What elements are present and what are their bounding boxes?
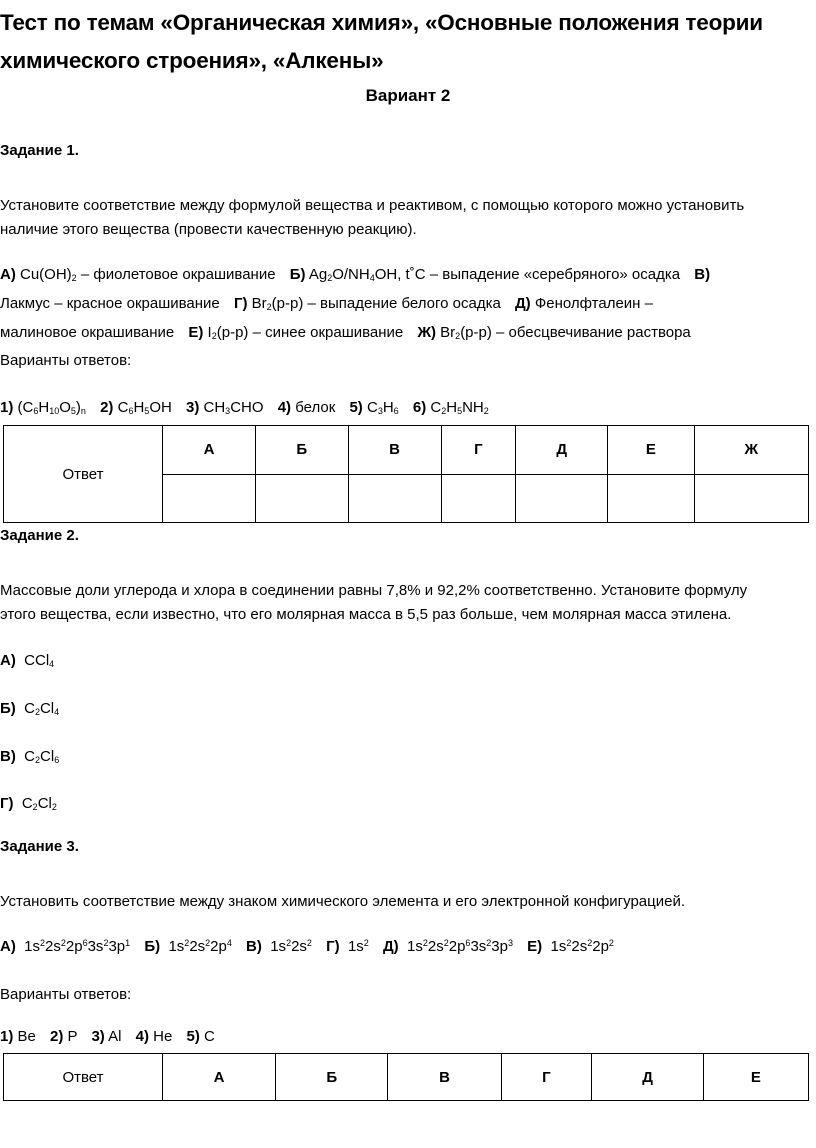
task3-header-g: Г: [501, 1054, 592, 1101]
task3-answer-variants: 1) Be 2) P 3) Al 4) He 5) C: [0, 1028, 215, 1045]
task2-heading: Задание 2.: [0, 527, 79, 544]
task1-header-zh: Ж: [694, 426, 808, 475]
task2-option-a: А) CCl$_4$: [0, 652, 55, 669]
task1-header-e: Е: [608, 426, 695, 475]
task3-options: А) $1s^22s^22p^63s^23p^1$ Б) $1s^22s^22p^4$ В) $1s^22s^2$ Г) $1s^2$ Д) $1s^22s^22p^63s^23p^3$ Е) $1s^22s^22p^2$: [0, 938, 614, 955]
task3-header-v: В: [388, 1054, 501, 1101]
task3-header-d: Д: [592, 1054, 704, 1101]
task1-answer-cell[interactable]: [441, 474, 516, 523]
task1-options-line2: Лакмус – красное окрашивание Г) $Br_2(р-р)$ – выпадение белого осадка Д) Фенолфталеин –: [0, 295, 653, 312]
task2-option-b: Б) $C_2Cl_4$: [0, 700, 60, 717]
task1-header-a: А: [163, 426, 256, 475]
task1-answer-cell[interactable]: [516, 474, 608, 523]
task2-text-line1: Массовые доли углерода и хлора в соединении равны 7,8% и 92,2% соответственно. Установите формулу: [0, 582, 748, 599]
task1-options-line3: малиновое окрашивание Е) $I_2(р-р)$ – синее окрашивание Ж) $Br_2(р-р)$ – обесцвечивание раствора: [0, 324, 691, 341]
task1-text-line1: Установите соответствие между формулой вещества и реактивом, с помощью которого можно установить: [0, 197, 745, 214]
task1-heading: Задание 1.: [0, 142, 79, 159]
task1-header-v: В: [348, 426, 441, 475]
task3-header-a: А: [163, 1054, 276, 1101]
task3-header-e: Е: [703, 1054, 808, 1101]
task2-option-g: Г) $C_2Cl_2$: [0, 795, 57, 812]
task2-option-v: В) $C_2Cl_6$: [0, 748, 60, 765]
task1-answer-cell[interactable]: [163, 474, 256, 523]
task1-answer-cell[interactable]: [608, 474, 695, 523]
task2-text-line2: этого вещества, если известно, что его молярная масса в 5,5 раз больше, чем молярная масса этилена.: [0, 606, 732, 623]
task1-answer-variants: 1) $(C_6H_{10}O_5)_n$ 2) $C_6H_5OH$ 3) $CH_3CHO$ 4) белок 5) $C_3H_6$ 6) $C_2H_5NH_2$: [0, 399, 489, 416]
task1-text-line2: наличие этого вещества (провести качественную реакцию).: [0, 221, 417, 238]
task1-header-g: Г: [441, 426, 516, 475]
task3-answer-label: Ответ: [4, 1054, 163, 1101]
task1-answer-table: [3, 425, 809, 523]
task3-answer-table: [3, 1053, 809, 1101]
task1-answer-label: Ответ: [4, 426, 163, 523]
task3-answers-label: Варианты ответов:: [0, 986, 132, 1003]
task1-options-line1: А) $Cu(OH)_2$ – фиолетовое окрашивание Б) $Ag_2O/NH_4OH$, t˚C – выпадение «серебряного» осадка В): [0, 266, 711, 283]
task1-answers-label: Варианты ответов:: [0, 352, 132, 369]
task1-answer-cell[interactable]: [694, 474, 808, 523]
task1-header-b: Б: [256, 426, 349, 475]
task3-header-b: Б: [276, 1054, 388, 1101]
variant-heading: Вариант 2: [365, 86, 451, 105]
page-title: Тест по темам «Органическая химия», «Основные положения теории химического строения», «Алкены»: [0, 10, 763, 73]
task1-answer-cell[interactable]: [348, 474, 441, 523]
task1-answer-cell[interactable]: [256, 474, 349, 523]
task3-heading: Задание 3.: [0, 838, 79, 855]
task1-header-d: Д: [516, 426, 608, 475]
task3-text-line1: Установить соответствие между знаком химического элемента и его электронной конфигурацией.: [0, 893, 686, 910]
